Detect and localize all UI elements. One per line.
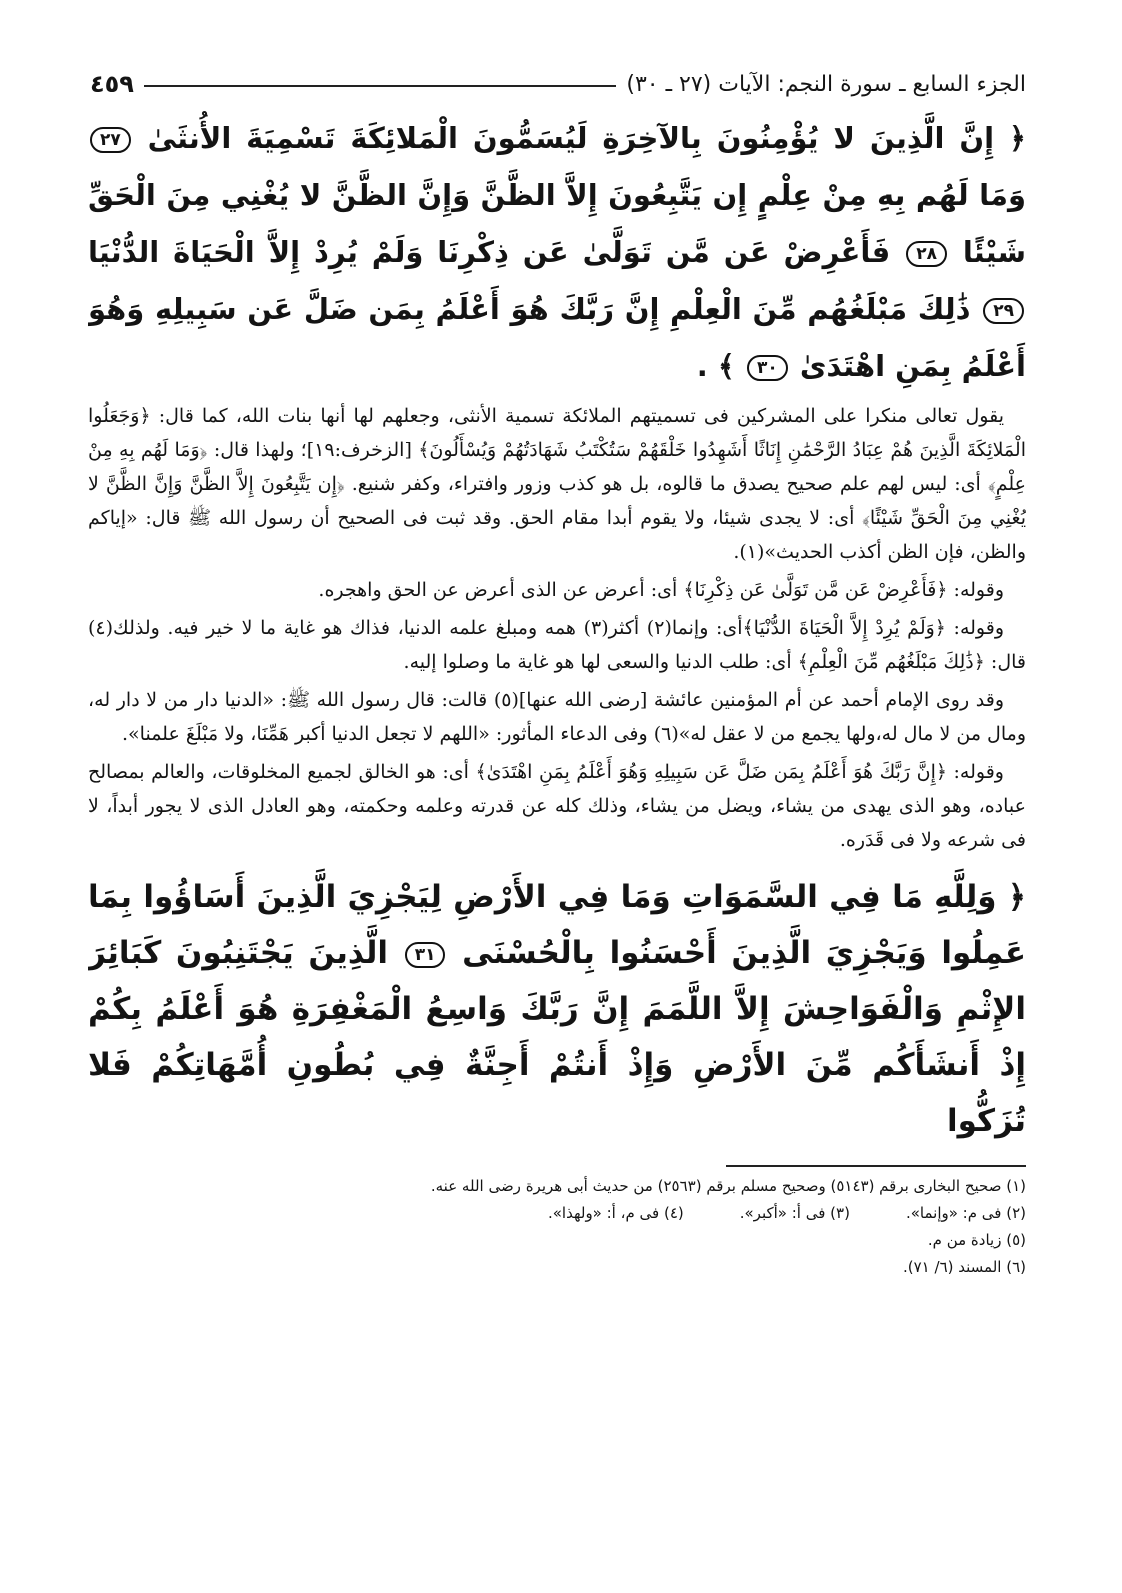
footnote: (٦) المسند (٦/ ٧١). (903, 1258, 1026, 1276)
footnote: (٥) زيادة من م. (927, 1231, 1026, 1249)
footnote: (١) صحيح البخارى برقم (٥١٤٣) وصحيح مسلم برقم (٢٥٦٣) من حديث أبى هريرة رضى الله عنه. (430, 1177, 1026, 1195)
tafsir-commentary (88, 399, 1026, 857)
verse-text: ﴿ إِنَّ الَّذِينَ لا يُؤْمِنُونَ بِالآخِرَةِ لَيُسَمُّونَ الْمَلائِكَةَ تَسْمِيَةَ الأُنثَىٰ (147, 121, 1026, 155)
page-number: ٤٥٩ (90, 70, 134, 98)
book-page (88, 62, 1026, 1542)
ayah-number-marker: ٣١ (405, 942, 446, 968)
ayah-number-marker: ٢٩ (983, 298, 1024, 324)
verse-text: فَأَعْرِضْ عَن مَّن تَوَلَّىٰ عَن ذِكْرِنَا وَلَمْ يُرِدْ إِلاَّ الْحَيَاةَ الدُّنْيَا (88, 235, 891, 269)
ayah-number-marker: ٢٧ (90, 127, 131, 153)
footnotes (88, 1173, 1026, 1281)
commentary-paragraph: يقول تعالى منكرا على المشركين فى تسميتهم الملائكة تسمية الأنثى، وجعلهم لها أنها بنات الله، كما قال: ﴿وَجَعَلُوا الْمَلائِكَةَ الَّذِينَ هُمْ عِبَادُ الرَّحْمَٰنِ إِنَاثًا أَشَهِدُوا خَلْقَهُمْ سَتُكْتَبُ شَهَادَتُهُمْ وَيُسْأَلُونَ﴾ [الزخرف:١٩]؛ ولهذا قال: ﴿وَمَا لَهُم بِهِ مِنْ عِلْمٍ﴾ أى: ليس لهم علم صحيح يصدق ما قالوه، بل هو كذب وزور وافتراء، وكفر شنيع. ﴿إِن يَتَّبِعُونَ إِلاَّ الظَّنَّ وَإِنَّ الظَّنَّ لا يُغْنِي مِنَ الْحَقِّ شَيْئًا﴾ أى: لا يجدى شيئا، ولا يقوم أبدا مقام الحق. وقد ثبت فى الصحيح أن رسول الله ﷺ قال: «إياكم والظن، فإن الظن أكذب الحديث»(١). (88, 405, 1026, 563)
verse-text: الَّذِينَ يَجْتَنِبُونَ كَبَائِرَ الإِثْمِ وَالْفَوَاحِشَ إِلاَّ اللَّمَمَ إِنَّ رَبَّكَ وَاسِعُ الْمَغْفِرَةِ هُوَ أَعْلَمُ بِكُمْ إِذْ أَنشَأَكُم مِّنَ الأَرْضِ وَإِذْ أَنتُمْ أَجِنَّةٌ فِي بُطُونِ أُمَّهَاتِكُمْ فَلا تُزَكُّوا (88, 935, 1026, 1139)
footnote: (٢) فى م: «وإنما». (905, 1204, 1026, 1222)
footnote: (٣) فى أ: «أكبر». (739, 1204, 850, 1222)
quran-verses-31-32 (88, 869, 1026, 1149)
header-rule (144, 85, 616, 87)
quran-verses-27-30 (88, 110, 1026, 395)
verse-text: ﴾ . (696, 349, 735, 383)
verse-text: وَمَا لَهُم بِهِ مِنْ عِلْمٍ إِن يَتَّبِعُونَ إِلاَّ الظَّنَّ وَإِنَّ الظَّنَّ لا يُغْنِي مِنَ الْحَقِّ شَيْئًا (88, 178, 1026, 269)
commentary-paragraph: وقوله: ﴿إِنَّ رَبَّكَ هُوَ أَعْلَمُ بِمَن ضَلَّ عَن سَبِيلِهِ وَهُوَ أَعْلَمُ بِمَنِ اهْتَدَىٰ﴾ أى: هو الخالق لجميع المخلوقات، والعالم بمصالح عباده، وهو الذى يهدى من يشاء، ويضل من يشاء، وذلك كله عن قدرته وعلمه وحكمته، وهو العادل الذى لا يجور أبداً، لا فى شرعه ولا فى قَدَره. (88, 761, 1026, 851)
commentary-paragraph: وقوله: ﴿وَلَمْ يُرِدْ إِلاَّ الْحَيَاةَ الدُّنْيَا﴾أى: وإنما(٢) أكثر(٣) همه ومبلغ علمه الدنيا، فذاك هو غاية ما لا خير فيه. ولذلك(٤) قال: ﴿ذَٰلِكَ مَبْلَغُهُم مِّنَ الْعِلْمِ﴾ أى: طلب الدنيا والسعى لها هو غاية ما وصلوا إليه. (88, 617, 1026, 673)
footnote-row (88, 1200, 1026, 1227)
commentary-paragraph: وقوله: ﴿فَأَعْرِضْ عَن مَّن تَوَلَّىٰ عَن ذِكْرِنَا﴾ أى: أعرض عن الذى أعرض عن الحق واهجره. (318, 579, 1004, 601)
verse-text: ﴿ وَلِلَّهِ مَا فِي السَّمَوَاتِ وَمَا فِي الأَرْضِ لِيَجْزِيَ الَّذِينَ أَسَاؤُوا بِمَا عَمِلُوا وَيَجْزِيَ الَّذِينَ أَحْسَنُوا بِالْحُسْنَى (88, 879, 1026, 971)
ayah-number-marker: ٣٠ (747, 355, 788, 381)
running-header (88, 62, 1026, 106)
commentary-paragraph: وقد روى الإمام أحمد عن أم المؤمنين عائشة [رضى الله عنها](٥) قالت: قال رسول الله ﷺ: «الدنيا دار من لا دار له، ومال من لا مال له،ولها يجمع من لا عقل له»(٦) وفى الدعاء المأثور: «اللهم لا تجعل الدنيا أكبر هَمِّنَا، ولا مَبْلَغَ علمنا». (88, 689, 1026, 745)
header-title: الجزء السابع ـ سورة النجم: الآيات (٢٧ ـ ٣٠) (626, 71, 1026, 97)
footnote: (٤) فى م، أ: «ولهذا». (547, 1204, 684, 1222)
footnote-separator (726, 1165, 1026, 1167)
ayah-number-marker: ٢٨ (906, 241, 947, 267)
verse-text: ذَٰلِكَ مَبْلَغُهُم مِّنَ الْعِلْمِ إِنَّ رَبَّكَ هُوَ أَعْلَمُ بِمَن ضَلَّ عَن سَبِيلِهِ وَهُوَ أَعْلَمُ بِمَنِ اهْتَدَىٰ (88, 292, 1026, 383)
